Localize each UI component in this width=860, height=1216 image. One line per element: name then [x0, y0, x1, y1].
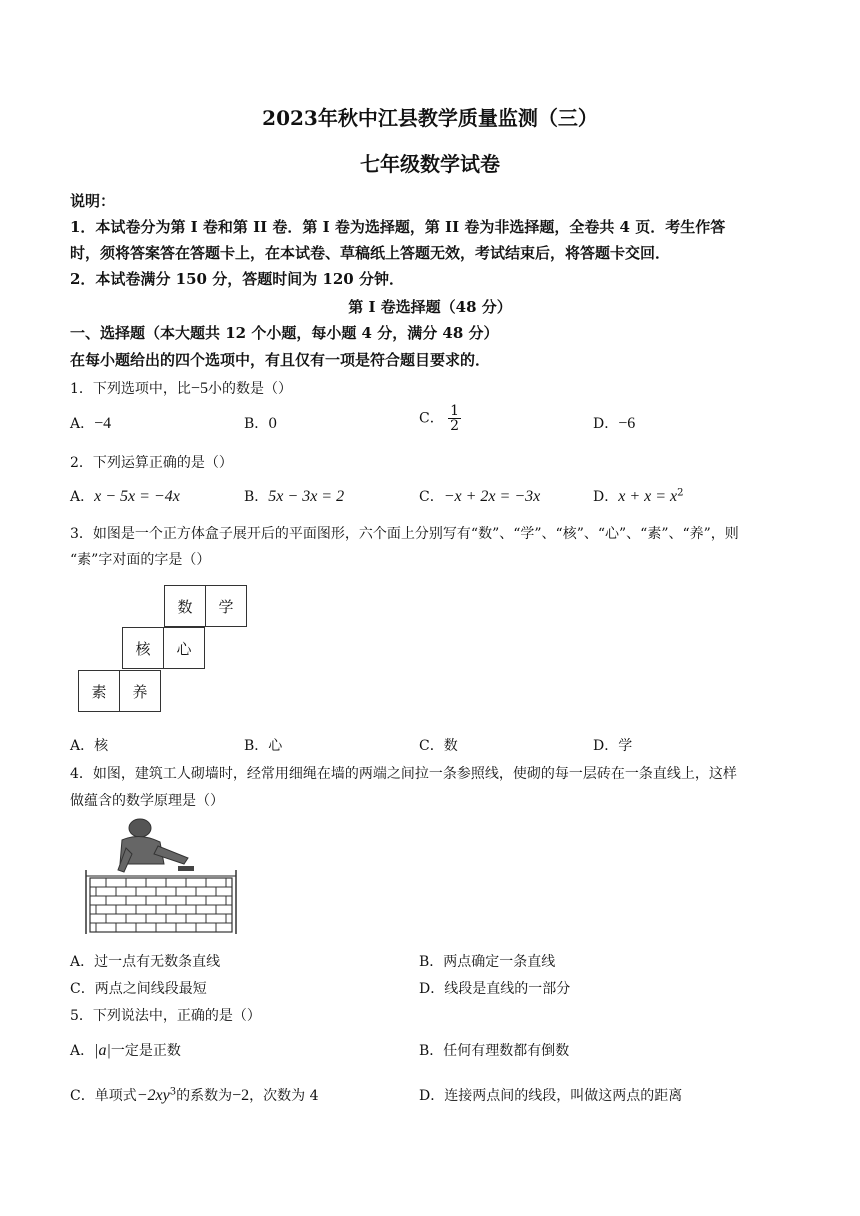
question-4-option-c[interactable]: C．两点之间线段最短	[70, 981, 207, 997]
section-title: 第 I 卷选择题（48 分）	[348, 298, 512, 316]
option-label: D．	[593, 416, 619, 432]
net-face-4: 心	[163, 627, 205, 669]
option-label: C．	[419, 489, 444, 505]
net-face-2: 学	[205, 585, 247, 627]
fraction	[448, 404, 461, 433]
fraction-denominator: 2	[450, 418, 460, 434]
question-4-option-a[interactable]: A．过一点有无数条直线	[70, 954, 221, 970]
notes-heading: 说明：	[70, 192, 116, 210]
bricklayer-illustration	[80, 818, 250, 936]
option-label: C．	[419, 410, 444, 427]
option-value: −4	[94, 415, 112, 432]
option-value: x − 5x = −4x	[94, 488, 180, 505]
net-face-1: 数	[164, 585, 206, 627]
question-1-option-d[interactable]	[593, 413, 635, 433]
option-value: −x + 2x = −3x	[443, 488, 541, 505]
option-label: B．	[244, 416, 269, 432]
question-1-option-a[interactable]	[70, 413, 111, 433]
notes-item-1-line-1: 1．本试卷分为第 I 卷和第 II 卷．第 I 卷为选择题，第 II 卷为非选择题，全卷共 4 页．考生作答	[70, 218, 726, 236]
question-3-stem-line-1: 3．如图是一个正方体盒子展开后的平面图形，六个面上分别写有“数”、“学”、“核”、“心”、“素”、“养”，则	[70, 526, 739, 542]
question-2-option-d[interactable]	[593, 486, 684, 506]
option-text: C．单项式	[70, 1088, 137, 1104]
option-math: −2xy	[136, 1087, 170, 1104]
option-value: 5x − 3x = 2	[268, 488, 345, 505]
question-1-stem	[70, 378, 292, 398]
fraction-numerator: 1	[450, 403, 460, 419]
part-heading: 一、选择题（本大题共 12 个小题，每小题 4 分，满分 48 分）	[70, 324, 499, 342]
option-label: A．	[70, 416, 95, 432]
question-3-option-d[interactable]: D．学	[593, 738, 633, 754]
net-face-3: 核	[122, 627, 164, 669]
question-4-option-d[interactable]: D．线段是直线的一部分	[419, 981, 571, 997]
option-value: −6	[618, 415, 636, 432]
question-4-stem-line-2: 做蕴含的数学原理是（）	[70, 793, 224, 809]
question-3-option-a[interactable]: A．核	[70, 738, 109, 754]
option-value: 0	[268, 416, 278, 432]
question-1-stem-math: −5	[190, 380, 208, 397]
question-1-option-c[interactable]	[419, 404, 461, 433]
option-label: B．	[244, 489, 269, 505]
option-value: x + x = x	[618, 488, 678, 505]
option-math-2: −2	[232, 1087, 250, 1104]
question-3-option-c[interactable]: C．数	[419, 738, 458, 754]
exponent: 3	[169, 1086, 177, 1098]
question-4-stem-line-1: 4．如图，建筑工人砌墙时，经常用细绳在墙的两端之间拉一条参照线，使砌的每一层砖在一条直线上，这样	[70, 766, 737, 782]
option-text-2: 的系数为	[176, 1088, 233, 1104]
option-text: 一定是正数	[110, 1043, 181, 1059]
exponent: 2	[677, 487, 684, 499]
question-4-option-b[interactable]: B．两点确定一条直线	[419, 954, 556, 970]
net-face-5: 素	[78, 670, 120, 712]
option-label: D．	[593, 489, 619, 505]
notes-item-1-line-2: 时，须将答案答在答题卡上，在本试卷、草稿纸上答题无效，考试结束后，将答题卡交回．	[70, 244, 671, 262]
notes-item-2: 2．本试卷满分 150 分，答题时间为 120 分钟．	[70, 270, 404, 288]
question-2-option-a[interactable]	[70, 486, 180, 506]
question-5-option-b[interactable]: B．任何有理数都有倒数	[419, 1043, 570, 1059]
page-subtitle: 七年级数学试卷	[360, 152, 500, 176]
question-5-option-c[interactable]	[70, 1085, 318, 1105]
question-2-option-c[interactable]	[419, 486, 540, 506]
net-face-6: 养	[119, 670, 161, 712]
question-1-stem-text-2: 小的数是（）	[207, 381, 292, 397]
page-title: 2023年秋中江县教学质量监测（三）	[262, 106, 598, 130]
option-label: A．	[70, 489, 95, 505]
question-1-option-b[interactable]	[244, 413, 277, 433]
option-label: A．	[70, 1043, 95, 1059]
option-text-3: ，次数为 4	[249, 1088, 319, 1104]
question-2-stem: 2．下列运算正确的是（）	[70, 455, 233, 471]
part-instruction: 在每小题给出的四个选项中，有且仅有一项是符合题目要求的．	[70, 351, 491, 369]
question-2-option-b[interactable]	[244, 486, 344, 506]
option-math: |a|	[94, 1042, 111, 1059]
question-5-stem: 5．下列说法中，正确的是（）	[70, 1008, 261, 1024]
question-3-stem-line-2: “素”字对面的字是（）	[70, 552, 211, 568]
question-5-option-d[interactable]: D．连接两点间的线段，叫做这两点的距离	[419, 1088, 683, 1104]
question-5-option-a[interactable]	[70, 1040, 181, 1060]
question-1-stem-text: 1．下列选项中，比	[70, 381, 191, 397]
question-3-option-b[interactable]: B．心	[244, 738, 283, 754]
cube-net-figure	[72, 580, 252, 718]
